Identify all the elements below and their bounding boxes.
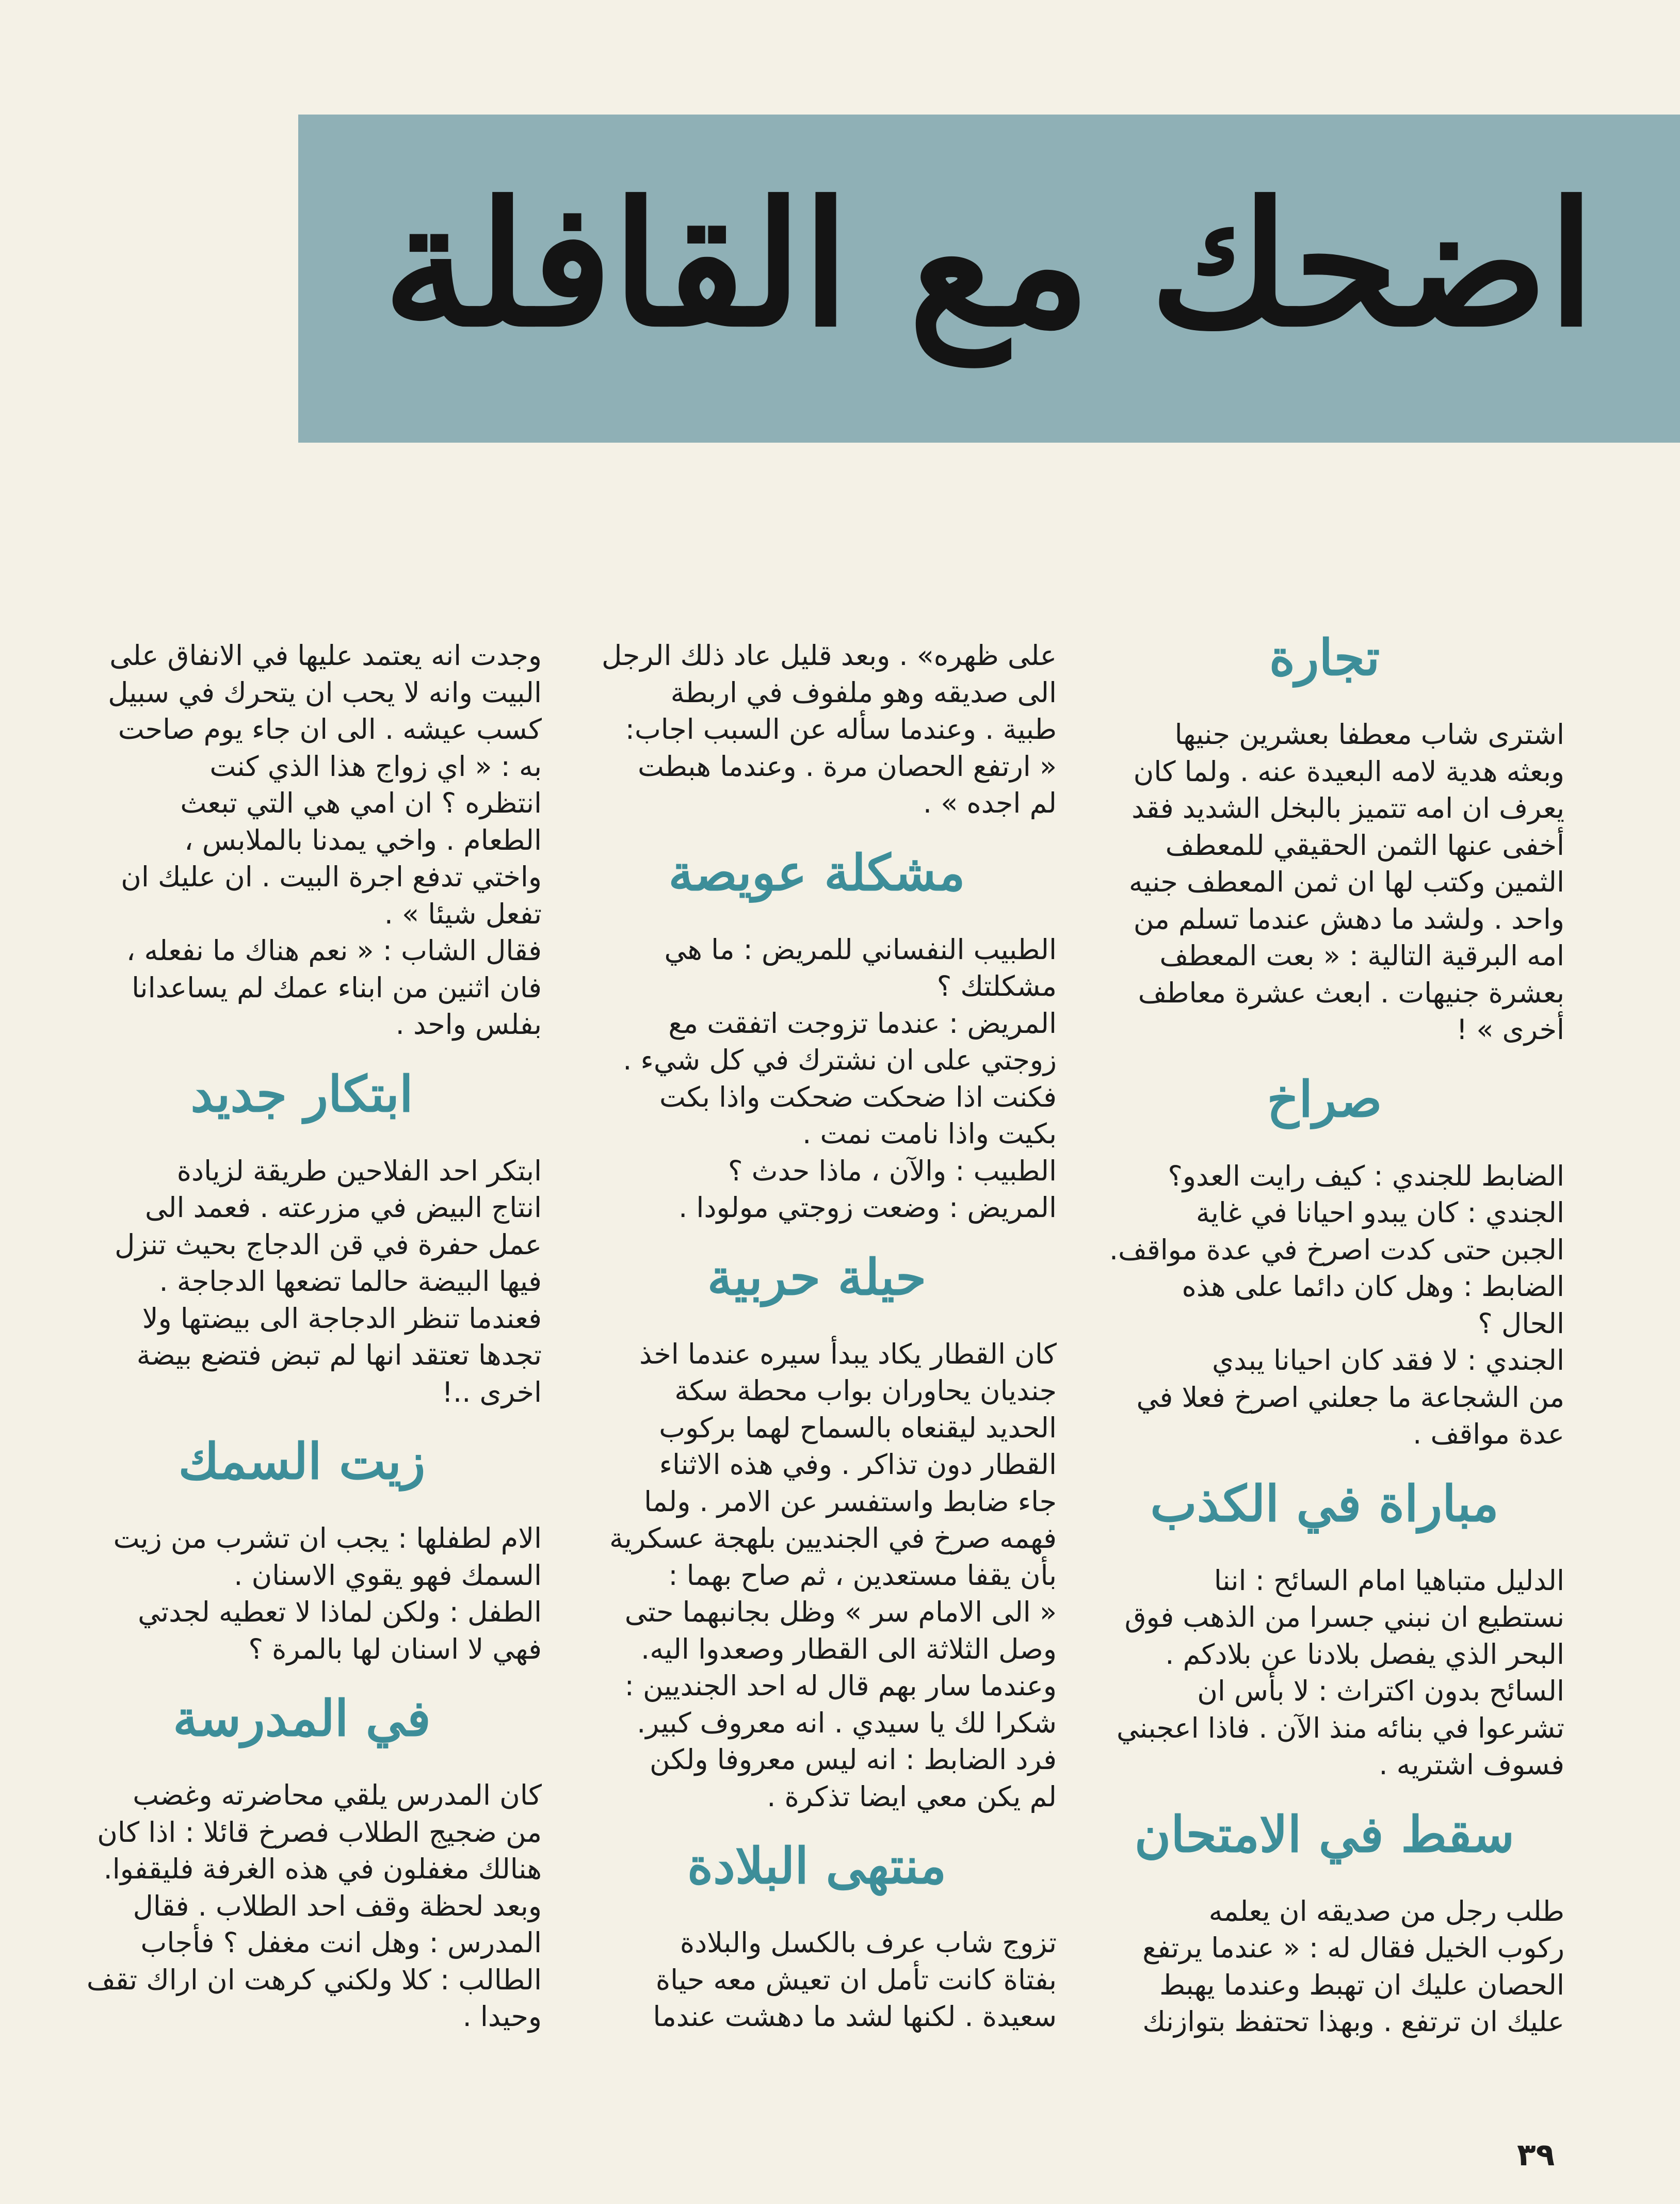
- section-title: في المدرسة: [173, 1689, 431, 1747]
- section-title: ابتكار جديد: [190, 1064, 413, 1123]
- section-text: كان القطار يكاد يبدأ سيره عندما اخذ جنديان يحاوران بواب محطة سكة الحديد ليقنعاه بالسماح لهما بركوب القطار دون تذاكر . وفي هذه الاثناء جاء ضابط واستفسر عن الامر . ولما فهمه صرخ في الجنديين بلهجة عسكرية بأن يقفا مستعدين ، ثم صاح بهما : « الى الامام سر » وظل بجانبهما حتى وصل الثلاثة الى القطار وصعدوا اليه. وعندما سار بهم قال له احد الجنديين : شكرا لك يا سيدي . انه معروف كبير. فرد الضابط : انه ليس معروفا ولكن لم يكن معي ايضا تذكرة .: [609, 1337, 1057, 1813]
- column-middle: [577, 637, 1057, 2035]
- section-text: وجدت انه يعتمد عليها في الانفاق على البيت وانه لا يحب ان يتحرك في سبيل كسب عيشه . الى ان جاء يوم صاحت به : « اي زواج هذا الذي كنت انتظره ؟ ان امي هي التي تبعث الطعام . واخي يمدنا بالملابس ، واختي تدفع اجرة البيت . ان عليك ان تفعل شيئا » . فقال الشاب : « نعم هناك ما نفعله ، فان اثنين من ابناء عمك لم يساعدانا بفلس واحد .: [108, 639, 542, 1041]
- page-title: اضحك مع القافلة: [383, 164, 1595, 364]
- section-title: سقط في الامتحان: [1134, 1805, 1515, 1863]
- title-banner: [298, 115, 1680, 443]
- section-title: مباراة في الكذب: [1150, 1474, 1499, 1533]
- section-text: تزوج شاب عرف بالكسل والبلادة بفتاة كانت تأمل ان تعيش معه حياة سعيدة . لكنها لشد ما دهشت عندما: [653, 1926, 1057, 2033]
- section-text: الدليل متباهيا امام السائح : اننا نستطيع ان نبني جسرا من الذهب فوق البحر الذي يفصل بلادنا عن بلادكم . السائح بدون اكتراث : لا بأس ان تشرعوا في بنائه منذ الآن . فاذا اعجبني فسوف اشتريه .: [1116, 1564, 1564, 1781]
- section-title: حيلة حربية: [707, 1247, 927, 1306]
- section-title: مشكلة عويصة: [668, 843, 965, 902]
- section-title: زيت السمك: [178, 1432, 426, 1490]
- section-text: الطبيب النفساني للمريض : ما هي مشكلتك ؟ المريض : عندما تزوجت اتفقت مع زوجتي على ان نشترك في كل شيء . فكنت اذا ضحكت ضحكت واذا بكت بكيت واذا نامت نمت . الطبيب : والآن ، ماذا حدث ؟ المريض : وضعت زوجتي مولودا .: [623, 933, 1057, 1224]
- section-text: الضابط للجندي : كيف رايت العدو؟ الجندي : كان يبدو احيانا في غاية الجبن حتى كدت اصرخ في عدة مواقف. الضابط : وهل كان دائما على هذه الحال ؟ الجندي : لا فقد كان احيانا يبدي من الشجاعة ما جعلني اصرخ فعلا في عدة مواقف .: [1109, 1159, 1564, 1450]
- section-text: اشترى شاب معطفا بعشرين جنيها وبعثه هدية لامه البعيدة عنه . ولما كان يعرف ان امه تتميز بالبخل الشديد فقد أخفى عنها الثمن الحقيقي للمعطف الثمين وكتب لها ان ثمن المعطف جنيه واحد . ولشد ما دهش عندما تسلم من امه البرقية التالية : « بعت المعطف بعشرة جنيهات . ابعث عشرة معاطف أخرى » !: [1128, 718, 1564, 1046]
- section-text: طلب رجل من صديقه ان يعلمه ركوب الخيل فقال له : « عندما يرتفع الحصان عليك ان تهبط وعندما يهبط عليك ان ترتفع . وبهذا تحتفظ بتوازنك: [1142, 1894, 1564, 2038]
- section-text: ابتكر احد الفلاحين طريقة لزيادة انتاج البيض في مزرعته . فعمد الى عمل حفرة في قن الدجاج بحيث تنزل فيها البيضة حالما تضعها الدجاجة . فعندما تنظر الدجاجة الى بيضتها ولا تجدها تعتقد انها لم تبض فتضع بيضة اخرى ..!: [115, 1154, 542, 1408]
- section-title: صراخ: [1267, 1069, 1382, 1128]
- section-title: منتهى البلادة: [687, 1837, 947, 1895]
- section-text: كان المدرس يلقي محاضرته وغضب من ضجيج الطلاب فصرخ قائلا : اذا كان هنالك مغفلون في هذه الغرفة فليقفوا. وبعد لحظة وقف احد الطلاب . فقال المدرس : وهل انت مغفل ؟ فأجاب الطالب : كلا ولكني كرهت ان اراك تقف وحيدا .: [86, 1779, 542, 2033]
- page-number: ٣٩: [1517, 2137, 1555, 2173]
- section-title: تجارة: [1269, 628, 1380, 687]
- column-left: [62, 637, 542, 2035]
- section-text: على ظهره» . وبعد قليل عاد ذلك الرجل الى صديقه وهو ملفوف في اربطة طبية . وعندما سأله عن السبب اجاب: « ارتفع الحصان مرة . وعندما هبطت لم اجده » .: [601, 639, 1057, 819]
- section-text: الام لطفلها : يجب ان تشرب من زيت السمك فهو يقوي الاسنان . الطفل : ولكن لماذا لا تعطيه لجدتي فهي لا اسنان لها بالمرة ؟: [113, 1522, 542, 1665]
- column-right: [1085, 619, 1564, 2040]
